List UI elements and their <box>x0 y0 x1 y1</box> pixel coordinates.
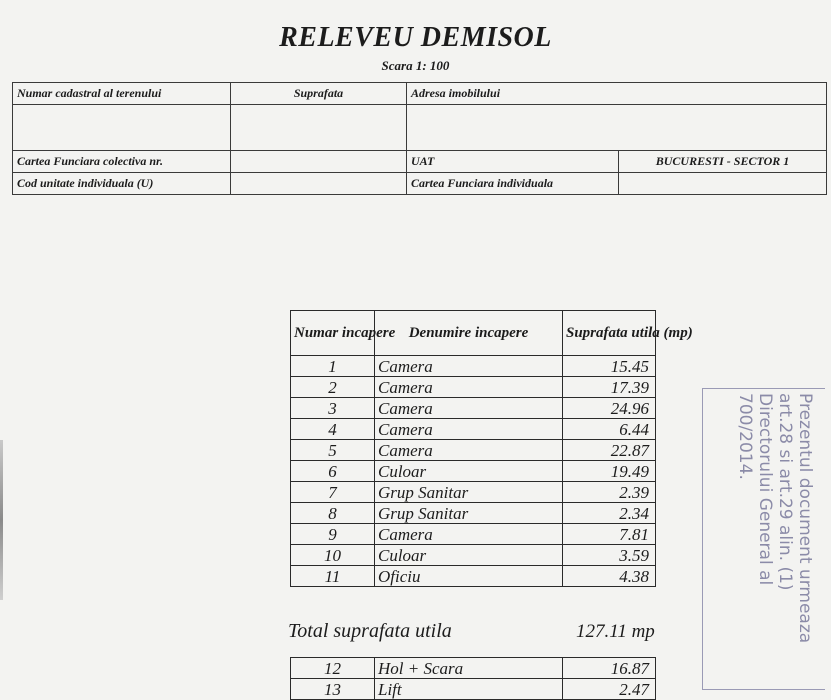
header-suprafata-utila: Suprafata utila (mp) <box>563 311 656 356</box>
room-area: 2.34 <box>563 503 656 524</box>
cadastral-number-value <box>13 105 231 151</box>
room-area: 17.39 <box>563 377 656 398</box>
rooms-table <box>290 310 693 587</box>
table-row <box>291 524 656 545</box>
room-number: 5 <box>291 440 375 461</box>
room-area: 24.96 <box>563 398 656 419</box>
room-area: 22.87 <box>563 440 656 461</box>
stamp-box <box>702 388 825 690</box>
room-number: 13 <box>291 679 375 700</box>
table-row <box>291 679 656 700</box>
table-row <box>291 503 656 524</box>
header-denumire-incapere: Denumire incapere <box>375 311 563 356</box>
total-value: 127.11 mp <box>576 621 655 642</box>
room-name: Camera <box>375 377 563 398</box>
room-number: 9 <box>291 524 375 545</box>
cf-individuala-value <box>619 173 827 195</box>
stamp-text <box>735 393 815 643</box>
room-number: 7 <box>291 482 375 503</box>
suprafata-label: Suprafata <box>231 83 407 105</box>
room-area: 19.49 <box>563 461 656 482</box>
table-row <box>291 419 656 440</box>
table-row <box>291 566 656 587</box>
cf-colectiva-value <box>231 151 407 173</box>
uat-label: UAT <box>407 151 619 173</box>
scan-edge-shadow <box>0 440 3 600</box>
cf-individuala-label: Cartea Funciara individuala <box>407 173 619 195</box>
cod-unitate-value <box>231 173 407 195</box>
document-title: RELEVEU DEMISOL <box>279 22 552 53</box>
uat-value: BUCURESTI - SECTOR 1 <box>619 151 827 173</box>
rooms-table-common <box>290 657 656 700</box>
table-row <box>291 377 656 398</box>
cod-unitate-label: Cod unitate individuala (U) <box>13 173 231 195</box>
room-name: Camera <box>375 440 563 461</box>
room-area: 2.39 <box>563 482 656 503</box>
room-number: 10 <box>291 545 375 566</box>
header-numar-incapere: Numar incapere <box>291 311 375 356</box>
cadastral-info-table <box>12 82 827 195</box>
table-row <box>291 482 656 503</box>
room-number: 12 <box>291 658 375 679</box>
stamp-line: 700/2014. <box>735 393 755 480</box>
room-number: 3 <box>291 398 375 419</box>
room-number: 6 <box>291 461 375 482</box>
table-row <box>291 461 656 482</box>
suprafata-value <box>231 105 407 151</box>
table-row <box>291 658 656 679</box>
total-label: Total suprafata utila <box>288 620 452 642</box>
room-number: 1 <box>291 356 375 377</box>
room-name: Culoar <box>375 545 563 566</box>
adresa-value <box>407 105 827 151</box>
stamp-line: art.28 si art.29 alin. (1) <box>775 393 795 591</box>
room-number: 2 <box>291 377 375 398</box>
room-area: 16.87 <box>563 658 656 679</box>
room-area: 3.59 <box>563 545 656 566</box>
room-area: 15.45 <box>563 356 656 377</box>
scale-label: Scara 1: 100 <box>381 58 450 73</box>
cf-colectiva-label: Cartea Funciara colectiva nr. <box>13 151 231 173</box>
room-name: Camera <box>375 419 563 440</box>
room-number: 11 <box>291 566 375 587</box>
table-row <box>291 545 656 566</box>
room-name: Oficiu <box>375 566 563 587</box>
room-name: Grup Sanitar <box>375 482 563 503</box>
room-number: 8 <box>291 503 375 524</box>
room-number: 4 <box>291 419 375 440</box>
room-area: 7.81 <box>563 524 656 545</box>
stamp-line: Directorului General al <box>755 393 775 586</box>
room-name: Hol + Scara <box>375 658 563 679</box>
table-row <box>291 356 656 377</box>
room-name: Lift <box>375 679 563 700</box>
room-area: 4.38 <box>563 566 656 587</box>
cadastral-number-label: Numar cadastral al terenului <box>13 83 231 105</box>
room-area: 6.44 <box>563 419 656 440</box>
room-name: Camera <box>375 524 563 545</box>
room-name: Camera <box>375 356 563 377</box>
room-area: 2.47 <box>563 679 656 700</box>
stamp-line: Prezentul document urmeaza <box>795 393 815 644</box>
table-row <box>291 398 656 419</box>
room-name: Camera <box>375 398 563 419</box>
table-row <box>291 440 656 461</box>
adresa-label: Adresa imobilului <box>407 83 827 105</box>
room-name: Culoar <box>375 461 563 482</box>
room-name: Grup Sanitar <box>375 503 563 524</box>
